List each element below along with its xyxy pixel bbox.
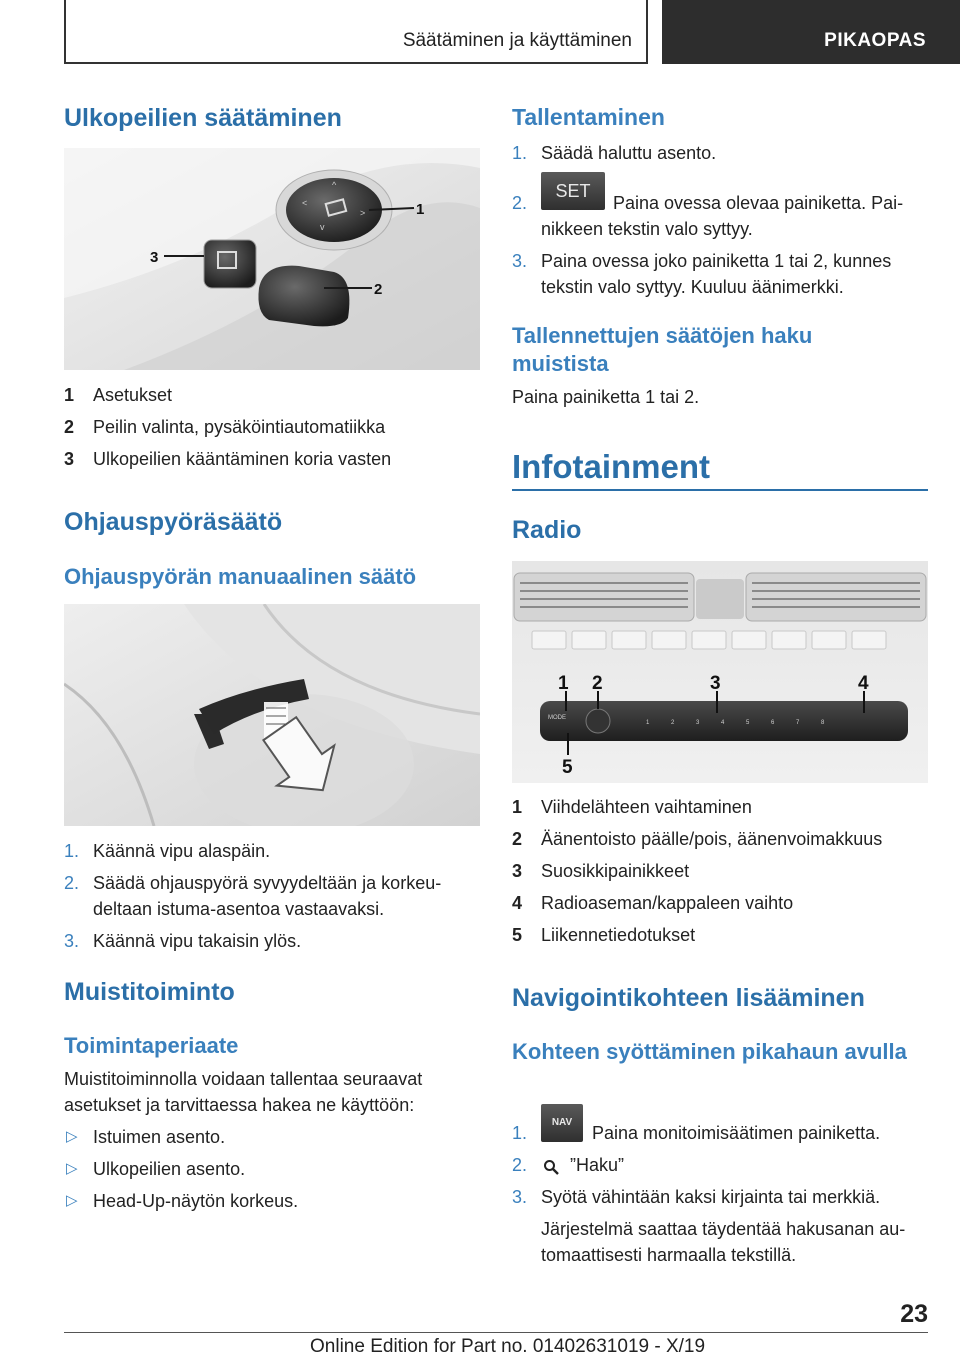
header-section-title: Säätäminen ja käyttäminen <box>402 30 632 51</box>
step-text: Paina ovessa olevaa painiketta. Pai‐nikkeen tekstin valo syttyy. <box>541 193 904 239</box>
legend-text: Radioaseman/kappaleen vaihto <box>541 893 794 913</box>
legend-number: 2 <box>64 417 75 437</box>
legend-number: 3 <box>512 861 523 881</box>
legend-text: Viihdelähteen vaihtaminen <box>541 797 752 817</box>
nav-title: Navigointikohteen lisääminen <box>512 984 865 1012</box>
header-tab-box <box>662 0 960 64</box>
svg-text:>: > <box>360 208 366 218</box>
panel-label-1: 1 <box>646 720 650 726</box>
svg-text:^: ^ <box>332 180 337 190</box>
step-text: Käännä vipu alaspäin. <box>93 841 271 861</box>
mirror-controls-illustration <box>64 148 480 370</box>
step-number: 2. <box>64 873 80 893</box>
recall-title: Tallennettujen säätöjen haku muistista <box>512 323 813 376</box>
panel-label-mode: MODE <box>548 715 566 721</box>
step-number: 1. <box>512 143 528 163</box>
panel-label-5: 5 <box>746 720 750 726</box>
step-number: 3. <box>64 931 80 951</box>
memory-title: Muistitoiminto <box>64 978 235 1006</box>
panel-label-7: 7 <box>796 720 800 726</box>
footer-rule <box>64 1332 928 1333</box>
step-text: Paina ovessa joko painiketta 1 tai 2, kunnes tekstin valo syttyy. Kuuluu äänimerkki. <box>541 251 892 297</box>
step-number: 1. <box>64 841 80 861</box>
svg-text:<: < <box>302 198 308 208</box>
step-number: 2. <box>512 1155 528 1175</box>
search-icon <box>543 1156 559 1172</box>
panel-label-3: 3 <box>696 720 700 726</box>
step-text: Säädä ohjauspyörä syvyydeltään ja korkeu‐deltaan istuma-asentoa vastaavaksi. <box>93 873 442 919</box>
save-title: Tallentaminen <box>512 104 665 130</box>
step-number: 3. <box>512 1187 528 1207</box>
radio-callout-4: 4 <box>858 673 869 694</box>
nav-button-image: NAV <box>541 1104 583 1142</box>
legend-number: 1 <box>512 797 523 817</box>
legend-text: Peilin valinta, pysäköintiautomatiikka <box>93 417 386 437</box>
step-text: Paina monitoimisäätimen painiketta. <box>592 1123 881 1143</box>
legend-number: 2 <box>512 829 523 849</box>
mirror-callout-1: 1 <box>416 201 425 218</box>
legend-text: Liikennetiedotukset <box>541 925 696 945</box>
radio-callout-2: 2 <box>592 673 603 694</box>
bullet-text: Head-Up-näytön korkeus. <box>93 1191 299 1211</box>
mirror-title: Ulkopeilien säätäminen <box>64 104 342 132</box>
mirror-callout-3: 3 <box>150 249 159 266</box>
legend-text: Ulkopeilien kääntäminen koria vasten <box>93 449 392 469</box>
memory-intro: Muistitoiminnolla voidaan tallentaa seuraavat asetukset ja tarvittaessa hakea ne käyttöön: <box>64 1069 423 1115</box>
infotainment-rule <box>512 489 928 491</box>
step-text: Käännä vipu takaisin ylös. <box>93 931 302 951</box>
steering-subtitle: Ohjauspyörän manuaalinen säätö <box>64 564 417 589</box>
steering-lever-image <box>64 604 480 826</box>
steering-lever-illustration <box>64 604 480 826</box>
nav-subtitle: Kohteen syöttäminen pikahaun avulla <box>512 1039 907 1064</box>
radio-panel-image <box>512 561 928 783</box>
svg-text:v: v <box>320 222 325 232</box>
radio-callout-5: 5 <box>562 757 573 778</box>
bullet-triangle-icon: ▷ <box>66 1160 78 1177</box>
step-text: Säädä haluttu asento. <box>541 143 717 163</box>
memory-subtitle: Toimintaperiaate <box>64 1033 239 1058</box>
radio-callout-3: 3 <box>710 673 721 694</box>
step-text: Syötä vähintään kaksi kirjainta tai merkkiä. <box>541 1187 881 1207</box>
legend-text: Suosikkipainikkeet <box>541 861 690 881</box>
bullet-triangle-icon: ▷ <box>66 1192 78 1209</box>
panel-label-4: 4 <box>721 720 725 726</box>
legend-number: 5 <box>512 925 523 945</box>
legend-number: 3 <box>64 449 75 469</box>
mirror-callout-2: 2 <box>374 281 383 298</box>
step-number: 2. <box>512 193 528 213</box>
mirror-controls-image <box>64 148 480 370</box>
radio-title: Radio <box>512 516 582 544</box>
step-number: 3. <box>512 251 528 271</box>
legend-number: 1 <box>64 385 75 405</box>
footer-edition: Online Edition for Part no. 01402631019 - X/19 <box>310 1336 706 1357</box>
infotainment-title: Infotainment <box>512 448 710 485</box>
panel-label-6: 6 <box>771 720 775 726</box>
radio-callout-1: 1 <box>558 673 569 694</box>
header-tab-label: PIKAOPAS <box>824 30 926 51</box>
bullet-text: Ulkopeilien asento. <box>93 1159 246 1179</box>
nav-note: Järjestelmä saattaa täydentää hakusanan au‐tomaattisesti harmaalla tekstillä. <box>541 1219 906 1265</box>
save-step <box>512 172 928 242</box>
recall-text: Paina painiketta 1 tai 2. <box>512 387 700 407</box>
bullet-text: Istuimen asento. <box>93 1127 226 1147</box>
nav-step <box>512 1104 928 1150</box>
header-section-box <box>64 0 648 64</box>
step-text: ”Haku” <box>570 1155 625 1175</box>
panel-label-2: 2 <box>671 720 675 726</box>
legend-text: Äänentoisto päälle/pois, äänenvoimakkuus <box>541 829 883 849</box>
page-number: 23 <box>900 1300 928 1328</box>
radio-panel-illustration <box>512 561 928 783</box>
steering-title: Ohjauspyöräsäätö <box>64 508 283 536</box>
step-number: 1. <box>512 1123 528 1143</box>
set-button-image: SET <box>541 172 605 210</box>
legend-number: 4 <box>512 893 523 913</box>
panel-label-8: 8 <box>821 720 825 726</box>
legend-text: Asetukset <box>93 385 173 405</box>
bullet-triangle-icon: ▷ <box>66 1128 78 1145</box>
